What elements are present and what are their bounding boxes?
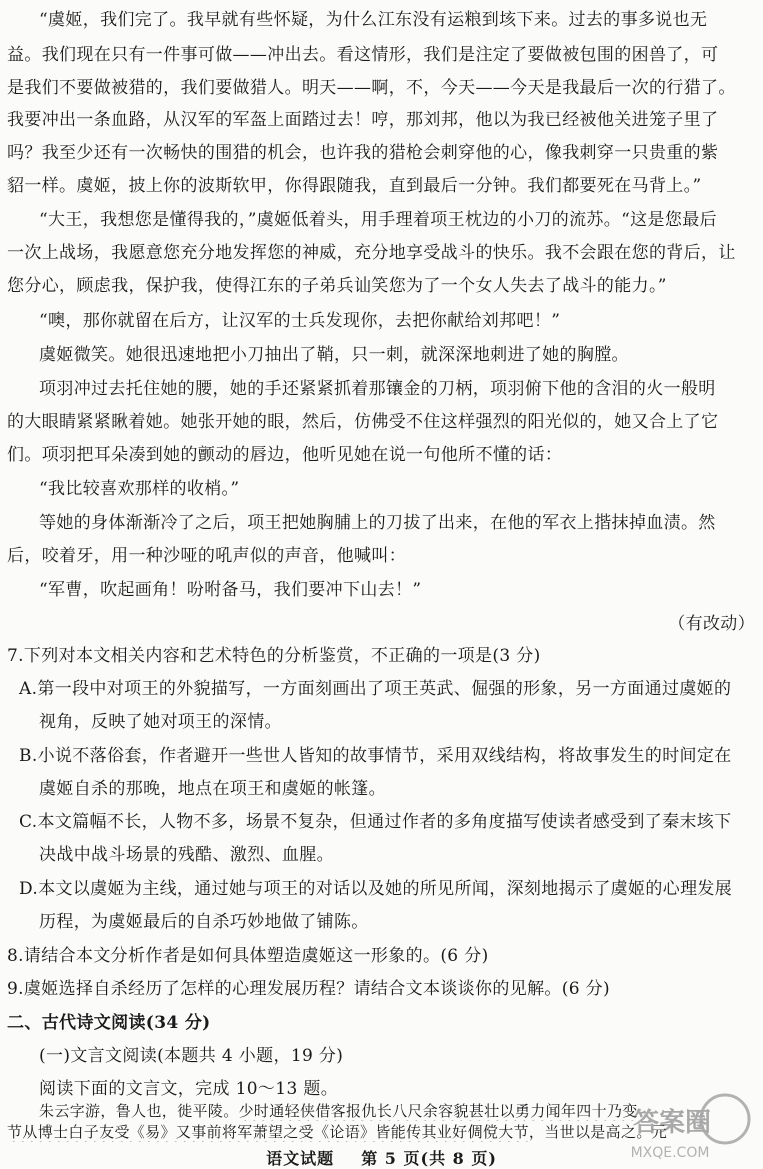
passage-line: 我要冲出一条血路，从汉军的军盔上面踏过去！哼，那刘邦，他以为我已经被他关进笼子里了 — [7, 110, 719, 130]
classical-text-line: 朱云字游，鲁人也，徙平陵。少时通轻侠借客报仇长八尺余容貌甚壮以勇力闻年四十乃变 — [39, 1102, 638, 1120]
passage-line: 项羽冲过去托住她的腰，她的手还紧紧抓着那镶金的刀柄，项羽俯下他的含泪的火一般明 — [39, 379, 716, 399]
passage-line: 貂一样。虞姬，披上你的波斯软甲，你得跟随我，直到最后一分钟。我们都要死在马背上。” — [7, 176, 702, 196]
watermark-text-main: 答案圈 — [632, 1108, 712, 1138]
passage-line: 虞姬微笑。她很迅速地把小刀抽出了鞘，只一刺，就深深地刺进了她的胸膛。 — [39, 345, 629, 365]
source-note: （有改动） — [668, 614, 755, 634]
passage-line: 吗？我至少还有一次畅快的围猎的机会，也许我的猎枪会刺穿他的心，像我刺穿一只贵重的紫 — [7, 143, 719, 163]
passage-line: 后，咬着牙，用一种沙哑的吼声似的声音，他喊叫： — [7, 546, 407, 566]
section-2-subtitle: (一)文言文阅读(本题共 4 小题，19 分) — [39, 1046, 344, 1066]
q7-option-a: A.第一段中对项王的外貌描写，一方面刻画出了项王英武、倔强的形象，另一方面通过虞姬的 — [19, 679, 732, 699]
section-2-title: 二、古代诗文阅读(34 分) — [7, 1013, 211, 1033]
section-2-instruction: 阅读下面的文言文，完成 10～13 题。 — [39, 1079, 339, 1099]
passage-line: “噢，那你就留在后方，让汉军的士兵发现你，去把你献给刘邦吧！” — [39, 311, 561, 331]
passage-line: 益。我们现在只有一件事可做——冲出去。看这情形，我们是注定了要做被包围的困兽了，可 — [7, 45, 719, 65]
passage-line: 的大眼睛紧紧瞅着她。她张开她的眼，然后，仿佛受不住这样强烈的阳光似的，她又合上了它 — [7, 412, 719, 432]
q7-option-c-cont: 决战中战斗场景的残酷、激烈、血腥。 — [39, 845, 334, 865]
question-8: 8.请结合本文分析作者是如何具体塑造虞姬这一形象的。(6 分) — [7, 946, 489, 966]
q7-option-d-cont: 历程，为虞姬最后的自杀巧妙地做了铺陈。 — [39, 912, 369, 932]
watermark-logo — [560, 1085, 760, 1165]
passage-line: 一次上战场，我愿意您充分地发挥您的神威，充分地享受战斗的快乐。我不会跟在您的背后，让 — [7, 243, 736, 263]
classical-text-line: 节从博士白子友受《易》又事前将军萧望之受《论语》皆能传其业好倜傥大节，当世以是高之。元 — [7, 1123, 668, 1141]
passage-line: 您分心，顾虑我，保护我，使得江东的子弟兵讪笑您为了一个女人失去了战斗的能力。” — [7, 276, 667, 296]
q7-option-a-cont: 视角，反映了她对项王的深情。 — [39, 712, 282, 732]
passage-line: “大王，我想您是懂得我的，”虞姬低着头，用手理着项王枕边的小刀的流苏。“这是您最后 — [39, 210, 717, 230]
question-9: 9.虞姬选择自杀经历了怎样的心理发展历程？请结合文本谈谈你的见解。(6 分) — [7, 979, 611, 999]
passage-line: “军曹，吹起画角！吩咐备马，我们要冲下山去！” — [39, 580, 422, 600]
passage-line: “我比较喜欢那样的收梢。” — [39, 479, 240, 499]
footer-page-number: 第 5 页(共 8 页) — [361, 1149, 497, 1168]
footer-subject: 语文试题 — [266, 1149, 335, 1168]
question-7-stem: 7.下列对本文相关内容和艺术特色的分析鉴赏，不正确的一项是(3 分) — [7, 646, 541, 666]
q7-option-b-cont: 虞姬自杀的那晚，地点在项王和虞姬的帐篷。 — [39, 779, 386, 799]
passage-line: “虞姬，我们完了。我早就有些怀疑，为什么江东没有运粮到垓下来。过去的事多说也无 — [39, 10, 708, 30]
passage-line: 等她的身体渐渐冷了之后，项王把她胸脯上的刀拔了出来，在他的军衣上揩抹掉血渍。然 — [39, 513, 716, 533]
q7-option-b: B.小说不落俗套，作者避开一些世人皆知的故事情节，采用双线结构，将故事发生的时间定在 — [19, 746, 732, 766]
q7-option-c: C.本文篇幅不长，人物不多，场景不复杂，但通过作者的多角度描写使读者感受到了秦末垓下 — [19, 812, 732, 832]
watermark-text-url: MXQE.COM — [630, 1145, 710, 1161]
q7-option-d: D.本文以虞姬为主线，通过她与项王的对话以及她的所见所闻，深刻地揭示了虞姬的心理发展 — [19, 879, 733, 899]
passage-line: 是我们不要做被猎的，我们要做猎人。明天——啊，不，今天——今天是我最后一次的行猎了。 — [7, 78, 736, 98]
passage-line: 们。项羽把耳朵凑到她的颤动的唇边，他听见她在说一句他所不懂的话： — [7, 445, 563, 465]
